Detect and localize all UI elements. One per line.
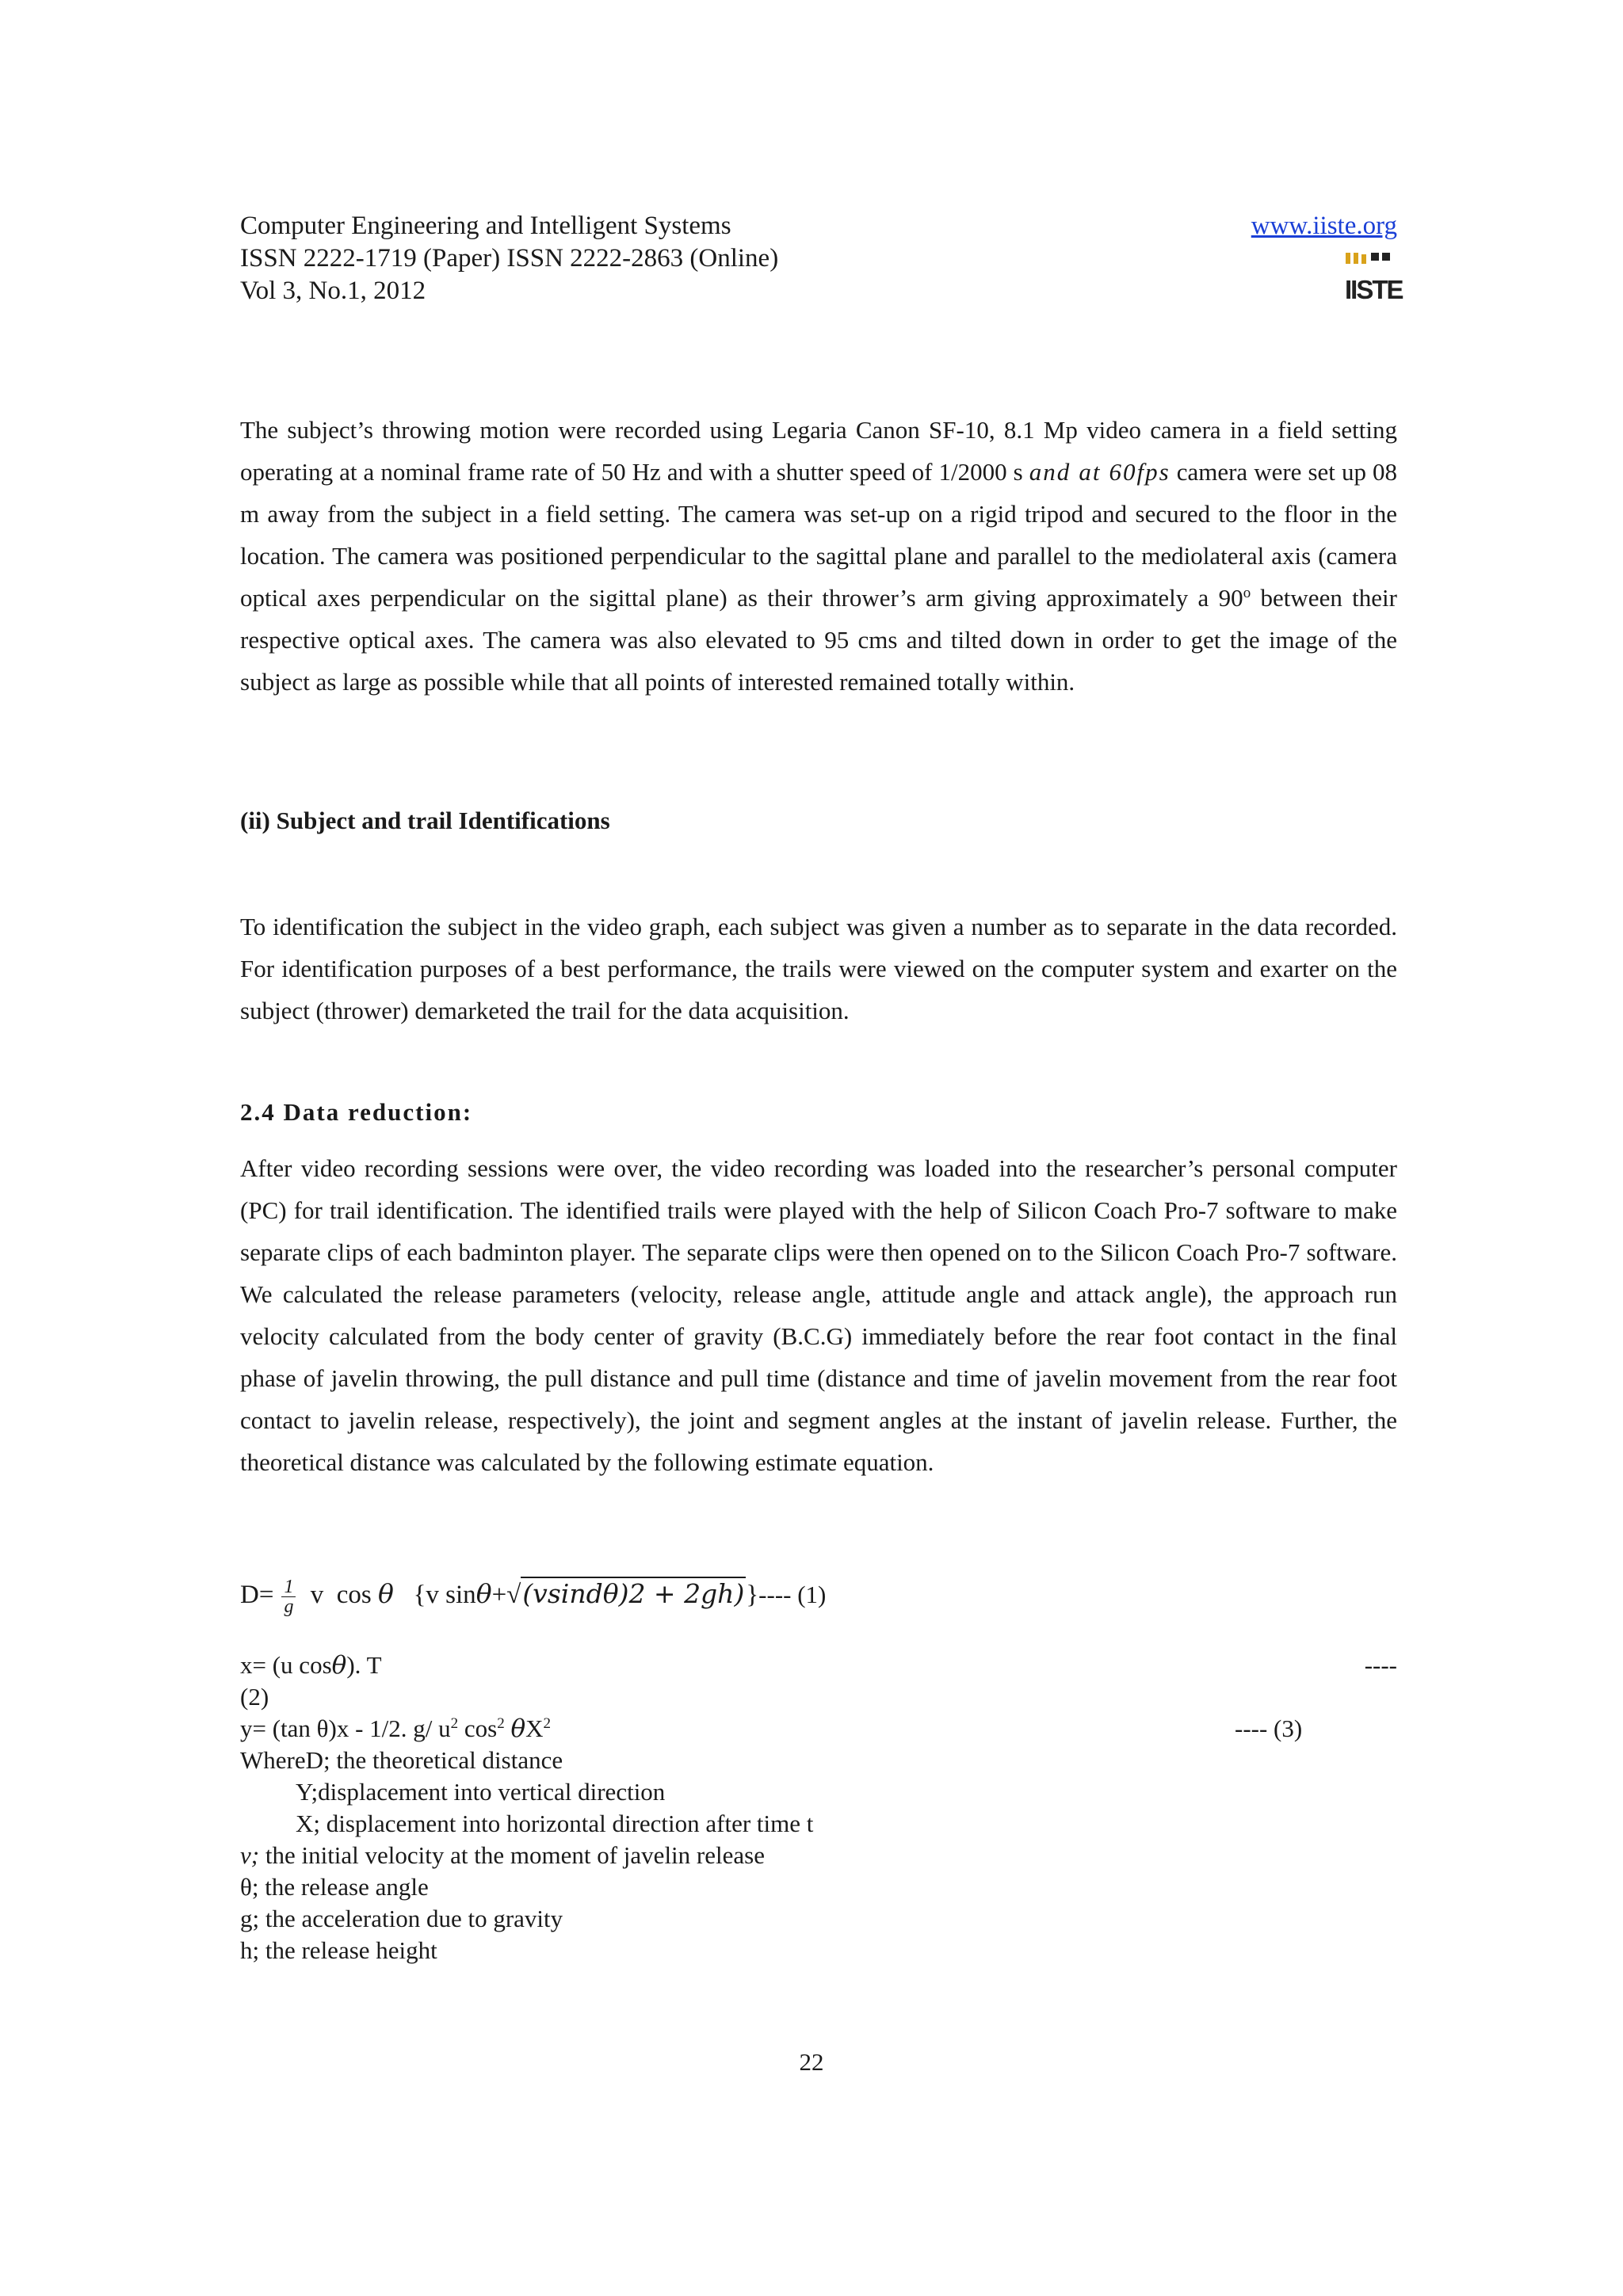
definition-g: g; the acceleration due to gravity bbox=[240, 1905, 563, 1932]
definition-theta: θ; the release angle bbox=[240, 1873, 429, 1901]
definition-x: X; displacement into horizontal direction after time t bbox=[296, 1810, 814, 1837]
definition-d: WhereD; the theoretical distance bbox=[240, 1746, 563, 1774]
definition-h: h; the release height bbox=[240, 1936, 437, 1964]
journal-volume: Vol 3, No.1, 2012 bbox=[240, 277, 426, 305]
equation-2-label-row bbox=[240, 1681, 1397, 1713]
paragraph-identification: To identification the subject in the video graph, each subject was given a number as to separate in the data recorded. For identification purposes of a best performance, the trails were viewed on the computer system and exarter on the subject (thrower) demarketed the trail for the data acquisition. bbox=[240, 913, 1397, 1024]
eq1-frac-num: 1 bbox=[281, 1577, 296, 1597]
eq1-plus: + bbox=[491, 1581, 507, 1609]
eq2-text-b: ). T bbox=[346, 1651, 382, 1679]
eq1-v: v bbox=[310, 1581, 324, 1609]
eq3-sup2: 2 bbox=[497, 1715, 505, 1732]
eq1-frac-den: g bbox=[284, 1596, 294, 1617]
paragraph-camera-setup bbox=[240, 409, 1397, 703]
definition-y: Y;displacement into vertical direction bbox=[296, 1778, 666, 1806]
eq1-fraction bbox=[281, 1577, 296, 1616]
eq1-label: ---- (1) bbox=[758, 1581, 827, 1608]
para1-italic: and at 60fps bbox=[1029, 458, 1170, 486]
equations-and-definitions bbox=[240, 1650, 1397, 1966]
journal-header bbox=[240, 210, 1403, 307]
eq1-theta-2: θ bbox=[475, 1578, 492, 1609]
eq3-text-c: X bbox=[525, 1714, 544, 1742]
eq2-theta: θ bbox=[331, 1651, 347, 1680]
eq2-text-a: x= (u cos bbox=[240, 1651, 332, 1679]
journal-title: Computer Engineering and Intelligent Systems bbox=[240, 212, 731, 240]
eq1-sqrt: √(vsindθ)2 + 2gh) bbox=[506, 1578, 745, 1609]
eq1-lhs: D= bbox=[240, 1581, 274, 1609]
para1-text-c: camera were set up 08 m away from the subject in a field setting. The camera was set-up on a rigid tripod and secured to the floor in the location. The camera was positioned perpendicular to the sagittal plane and parallel to the mediolateral axis (camera optical axes perpendicular on the sigittal plane) as their thrower’s arm giving approximately a 90 bbox=[240, 458, 1397, 612]
eq3-label: ---- (3) bbox=[1235, 1714, 1303, 1742]
equation-3 bbox=[240, 1713, 1397, 1745]
journal-issn: ISSN 2222-1719 (Paper) ISSN 2222-2863 (Online) bbox=[240, 244, 779, 273]
equation-2 bbox=[240, 1650, 1397, 1681]
eq1-cos: cos bbox=[336, 1581, 372, 1609]
paragraph-data-reduction: After video recording sessions were over, the video recording was loaded into the researcher’s personal computer (PC) for trail identification. The identified trails were played with the help of Silicon Coach Pro-7 software to make separate clips of each badminton player. The separate clips were then opened on to the Silicon Coach Pro-7 software. We calculated the release parameters (velocity, release angle, attitude angle and attack angle), the approach run velocity calculated from the body center of gravity (B.C.G) immediately before the rear foot contact in the final phase of javelin throwing, the pull distance and pull time (distance and time of javelin movement from the rear foot contact to javelin release, respectively), the joint and segment angles at the instant of javelin release. Further, the theoretical distance was calculated by the following estimate equation. bbox=[240, 1154, 1397, 1476]
page-number: 22 bbox=[799, 2048, 824, 2076]
eq1-theta: θ bbox=[377, 1578, 394, 1609]
section-heading-subject-trail: (ii) Subject and trail Identifications bbox=[240, 807, 610, 834]
eq3-text-a: y= (tan θ)x - 1/2. g/ u bbox=[240, 1714, 451, 1742]
para1-text-e: between their respective optical axes. The camera was also elevated to 95 cms and tilted down in order to get the image of the subject as large as possible while that all points of interested remained totally within. bbox=[240, 584, 1397, 696]
svg-text:IISTE: IISTE bbox=[1345, 275, 1403, 304]
eq1-sqrt-content: (vsindθ)2 + 2gh) bbox=[522, 1578, 745, 1609]
eq1-brace-open: {v sin bbox=[413, 1581, 476, 1609]
iiste-logo-icon bbox=[1344, 251, 1403, 304]
para1-text-a: The subject’s throwing motion were recorded using Legaria Canon SF-10, 8.1 Mp video camera in a field setting operating at a nominal frame rate of 50 Hz and with a shutter speed of 1/2000 s bbox=[240, 416, 1397, 486]
eq2-dashes: ---- bbox=[1364, 1651, 1397, 1679]
eq1-brace-close: } bbox=[746, 1581, 759, 1609]
section-heading-data-reduction: 2.4 Data reduction: bbox=[240, 1098, 473, 1126]
equation-1 bbox=[240, 1577, 826, 1616]
definition-v bbox=[240, 1840, 1397, 1871]
eq2-label: (2) bbox=[240, 1683, 269, 1711]
eq3-theta: θ bbox=[510, 1714, 526, 1743]
eq3-sup1: 2 bbox=[450, 1715, 459, 1732]
journal-url-link[interactable]: www.iiste.org bbox=[1251, 212, 1397, 240]
eq3-text-b: cos bbox=[458, 1714, 498, 1742]
degree-sup: o bbox=[1243, 585, 1251, 601]
definition-v-text: the initial velocity at the moment of javelin release bbox=[259, 1841, 765, 1869]
eq3-sup3: 2 bbox=[543, 1715, 552, 1732]
definition-v-symbol: v; bbox=[240, 1841, 260, 1869]
